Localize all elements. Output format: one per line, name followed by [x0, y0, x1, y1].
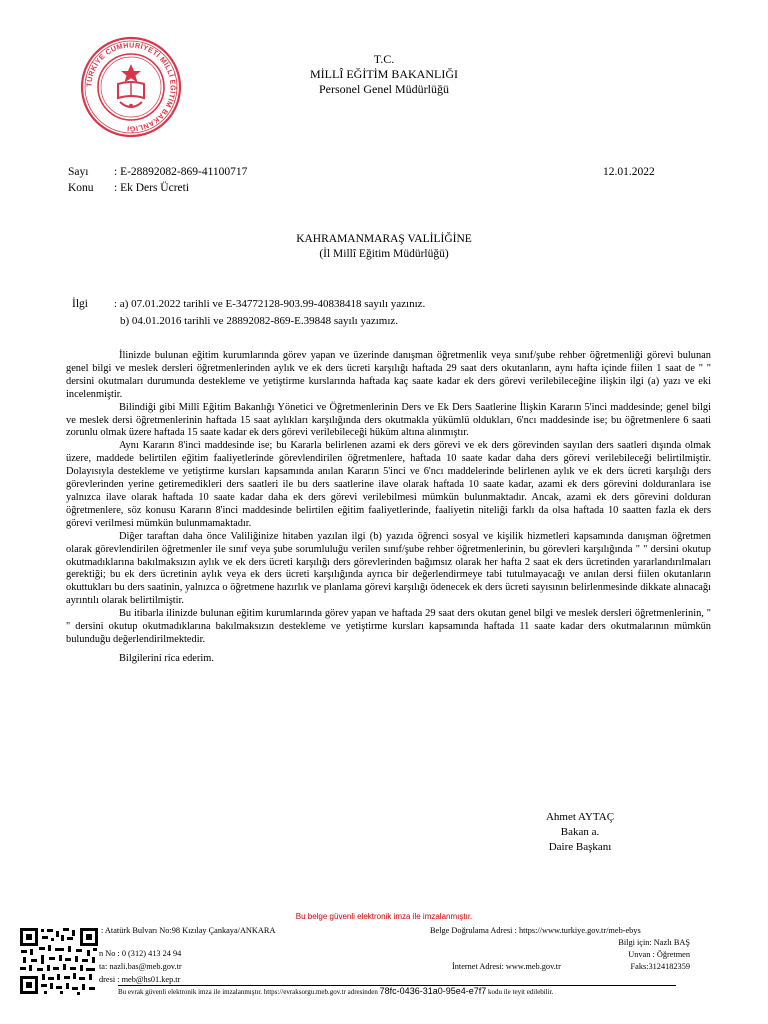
verification-text: Bu evrak güvenli elektronik imza ile imzalanmıştır. https://evraksorgu.meb.gov.tr adresinden	[118, 988, 378, 996]
footer-phone: n No : 0 (312) 413 24 94	[99, 949, 182, 958]
document-date: 12.01.2022	[603, 166, 655, 178]
verification-tail: kodu ile teyit edilebilir.	[488, 988, 554, 996]
paragraph-4: Diğer taraftan daha önce Valiliğinize hitaben yazılan ilgi (b) yazıda öğrenci sosyal ve kişilik hizmetleri kapsamında danışman öğretmen olarak görevlendirilen öğretmenler ile sınıf veya şube sorumluluğu verilen sınıf/şube rehber öğretmenlerinin, bu görevleri karşılığında " " dersini okutup okutmadıklarına bakılmaksızın aylık ve ek ders ücreti karşılığı ders görevlerinden bağımsız olarak her hafta 2 saat ek ders ücretinden yararlandırılmaları gerektiği; bu ek ders ücretinin aylık veya ek ders ücreti karşılığında ayrıca bir değerlendirmeye tabi tutulmayacağı ve anılan dersi fiilen okutanların okuttukları bu ders saatinin, yalnızca o öğretmene hazırlık ve planlama görevi karşılığı ödenecek ek ders ücreti sayısının belirlenmesinde dikkate alınacağı ayrıntılı olarak belirtilmiştir.	[66, 530, 711, 607]
header-ministry: MİLLÎ EĞİTİM BAKANLIĞI	[310, 67, 458, 81]
footer-info-for: Bilgi için: Nazlı BAŞ	[618, 938, 690, 947]
konu-label: Konu	[68, 182, 94, 194]
verification-code: 78fc-0436-31a0-95e4-e7f7	[379, 986, 487, 996]
meb-seal	[80, 36, 182, 138]
addressee-subtitle: (İl Millî Eğitim Müdürlüğü)	[319, 248, 449, 260]
ilgi-b: b) 04.01.2016 tarihli ve 28892082-869-E.39848 sayılı yazımız.	[120, 315, 399, 327]
addressee-title: KAHRAMANMARAŞ VALİLİĞİNE	[296, 233, 472, 245]
paragraph-6: Bilgilerini rica ederim.	[119, 652, 214, 664]
paragraph-3: Aynı Kararın 8'inci maddesinde ise; bu Kararla belirlenen azami ek ders görevi ve ek ders görevinden sayılan ders saatleri dışında olmak üzere, maddede belirtilen eğitim faaliyetlerinde görevlendirilen öğretmenlere, haftada 10 saate kadar daha ders görevi verilebileceği belirtilmiştir. Dolayısıyla destekleme ve yetiştirme kursları kapsamında anılan Kararın 5'inci ve 6'ncı maddelerinde belirlenen aylık ve ek ders ücreti karşılığı ders görevlerinden yerine getiremedikleri ders saatleri ile bu ders saatlerine ilave olarak haftada 10 saate kadar, azami ek ders görevini dolduranlara ise yalnızca ilave olarak haftada 10 saate kadar daha ek ders görevi verilebilmesi mümkün bulunmaktadır. Ancak, azami ek ders görevini dolduran öğretmenlere, söz konusu Kararın 8'inci maddesinde belirtilen eğitim faaliyetlerinde, faaliyetin niteliği farklı da olsa haftada 10 saatten fazla ek ders görevi verilmesi mümkün bulunmamaktadır.	[66, 440, 711, 529]
svg-text:TÜRKİYE CUMHURİYETİ MİLLÎ EĞİT: TÜRKİYE CUMHURİYETİ MİLLÎ EĞİTİM BAKANLIĞI	[84, 40, 178, 134]
qr-code[interactable]	[19, 927, 99, 995]
verification-line	[118, 986, 678, 996]
header-tc: T.C.	[373, 52, 395, 66]
footer-address: : Atatürk Bulvarı No:98 Kızılay Çankaya/ANKARA	[101, 926, 276, 935]
ilgi-a: : a) 07.01.2022 tarihli ve E-34772128-903.99-40838418 sayılı yazınız.	[114, 298, 426, 310]
paragraph-5: Bu itibarla ilinizde bulunan eğitim kurumlarında görev yapan ve haftada 29 saat ders okutan genel bilgi ve meslek dersleri öğretmenlerinin, " " dersini okutup okutmadıklarına bakılmaksızın destekleme ve yetiştirme kursları kapsamında haftada 11 saate kadar ders okutmalarının mümkün bulunduğu değerlendirilmektedir.	[66, 608, 711, 645]
paragraph-1: İlinizde bulunan eğitim kurumlarında görev yapan ve üzerinde danışman öğretmenlik veya sınıf/şube rehber öğretmenliği görevi bulunan genel bilgi ve meslek dersleri öğretmenlerinden aylık ve ek ders ücreti karşılığı haftada 29 saat ders okutanların, aynı hafta içinde fiilen 1 saat de " " dersini okutmaları durumunda destekleme ve yetiştirme kurslarında haftada kaç saate kadar ek ders görevi verilebileceğine ilişkin ilgi (a) yazı ve eki incelenmiştir.	[66, 350, 711, 400]
footer-kep: dresi : meb@hs01.kep.tr	[99, 975, 181, 984]
signer-name: Ahmet AYTAÇ	[545, 811, 615, 823]
letter-body	[66, 350, 711, 666]
sayi-value: : E-28892082-869-41100717	[114, 166, 248, 178]
signer-title-1: Bakan a.	[560, 826, 600, 838]
esign-notice: Bu belge güvenli elektronik imza ile imzalanmıştır.	[295, 912, 473, 921]
header-department: Personel Genel Müdürlüğü	[319, 82, 449, 96]
footer-unvan: Unvan : Öğretmen	[628, 950, 690, 959]
footer-email: ta: nazli.bas@meb.gov.tr	[99, 962, 182, 971]
ilgi-label: İlgi	[72, 298, 88, 310]
footer-internet-address: İnternet Adresi: www.meb.gov.tr	[452, 962, 561, 971]
sayi-label: Sayı	[68, 166, 89, 178]
signer-title-2: Daire Başkanı	[548, 841, 612, 853]
signature-block	[500, 810, 660, 855]
footer-fax: Faks:3124182359	[630, 962, 690, 971]
paragraph-2: Bilindiği gibi Millî Eğitim Bakanlığı Yönetici ve Öğretmenlerinin Ders ve Ek Ders Saatlerine İlişkin Kararın 5'inci maddesinde; genel bilgi ve meslek dersi öğretmenlerinin haftada 15 saat aylıkları karşılığında ders okutmakla yükümlü oldukları, 6'ncı maddesinde ise; bu öğretmenlere 6 saati zorunlu olmak üzere haftada 15 saate kadar ek ders görevi verilebileceği hüküm altına alınmıştır.	[66, 401, 711, 439]
konu-value: : Ek Ders Ücreti	[114, 182, 190, 194]
footer-verify-address: Belge Doğrulama Adresi : https://www.turkiye.gov.tr/meb-ebys	[430, 926, 641, 935]
